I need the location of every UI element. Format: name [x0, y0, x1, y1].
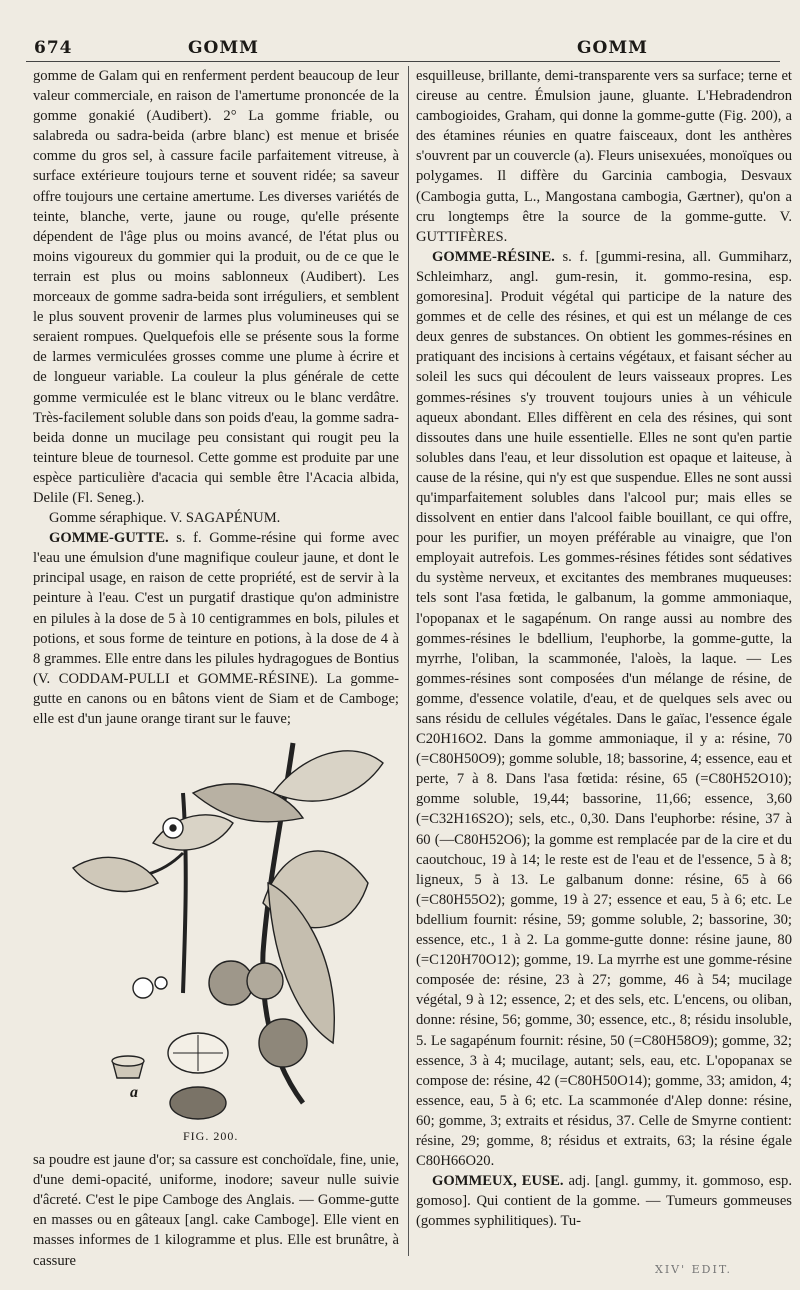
gomme-gutte-description: esquilleuse, brillante, demi-transparente vers sa surface; terne et cireuse au centre. Émulsion jaune, gluante. L'Hebradendron cambogioides, Graham, qui donne la gomme-gutte (Fig. 200), a des étamines réunies en quatre faisceaux, dont les anthères s'ouvrent par un couvercle (a). Fleurs unisexuées, monoïques ou polygames. Il diffère du Garcinia cambogia, Desvaux (Cambogia gutta, L., Mangostana cambogia, Gærtner), qu'on a cru longtemps être la source de la gomme-gutte. V. GUTTIFÈRES.: [416, 68, 792, 245]
right-column: [416, 66, 792, 1231]
running-head-right: GOMM: [577, 38, 648, 58]
entry-gomme-resine: [416, 247, 792, 1171]
gomme-gutte-continuation: sa poudre est jaune d'or; sa cassure est conchoïdale, fine, unie, d'une demi-opacité, uniforme, inodore; saveur nulle suivie d'âcreté. C'est le pipe Camboge des Anglais. — Gomme-gutte en masses ou en gâteaux [angl. cake Camboge]. Elle vient en masses informes de 1 kilogramme et plus. Elle est brunâtre, à cassure: [33, 1152, 399, 1269]
entry-body: adj. [angl. gummy, it. gommoso, esp. gomoso]. Qui contient de la gomme. — Tumeurs gommeuses (gommes syphilitiques). Tu-: [416, 1173, 793, 1230]
figure-200: [33, 733, 399, 1148]
entry-headword: GOMME-RÉSINE.: [432, 248, 555, 265]
left-column: [33, 66, 399, 1271]
column-divider: [408, 66, 409, 1256]
header-rule: [26, 61, 780, 62]
entry-headword: GOMME-GUTTE.: [49, 530, 169, 547]
entry-gomme-gutte: [33, 528, 399, 729]
entry-headword: GOMMEUX, EUSE.: [432, 1173, 564, 1190]
entry-gommeux: [416, 1171, 792, 1231]
page-number: 674: [34, 38, 73, 58]
botanical-illustration: [33, 733, 399, 1148]
running-head-left: GOMM: [188, 38, 259, 58]
entry-body: s. f. Gomme-résine qui forme avec l'eau une émulsion d'une magnifique couleur jaune, et dont le principal usage, en raison de cette propriété, est de servir à la peinture à l'eau. C'est un purgatif drastique qu'on administre en pilules à la dose de 5 à 10 centigrammes en bols, pilules et potions, et sous forme de teinture en potions, à la dose de 4 à 8 grammes. Elle entre dans les pilules hydragogues de Bontius (V. CODDAM-PULLI et GOMME-RÉSINE). La gomme-gutte en canons ou en bâtons vient de Siam et de Camboge; elle est d'un jaune orange tirant sur le fauve;: [33, 530, 399, 727]
footer-mark: XIV' EDIT.: [655, 1263, 733, 1276]
figure-caption: FIG. 200.: [183, 1129, 239, 1144]
figure-letter: a: [130, 1084, 138, 1102]
gomme-seraphique-ref: Gomme séraphique. V. SAGAPÉNUM.: [49, 510, 281, 527]
gomme-arabique-continuation: gomme de Galam qui en renferment perdent beaucoup de leur valeur commerciale, en raison de l'amertume prononcée de la gomme gonakié (Audibert). 2° La gomme friable, ou salabreda ou sadra-beida (arbre blanc) est menue et brisée comme du gros sel, à cassure facile parfaitement vitreuse, à surface extérieure toujours terne et souvent ridée; sa saveur offre toujours une certaine amertume. Les diverses variétés de teinte, blanche, verte, jaune ou rouge, qu'elle présente dépendent de l'âge plus ou moins avancé, de l'état plus ou moins vigoureux du gommier qui la produit, ou de ce que le terrain est plus ou moins sablonneux (Audibert). Les morceaux de gomme sadra-beida sont irréguliers, et semblent le plus souvent provenir de larmes plus volumineuses qui se seraient rompues. Quelquefois elle se présente sous la forme de larmes vermiculées grosses comme une plume à écrire et de longueur variable. La couleur la plus générale de cette gomme vermiculée est le blanc vitreux ou le blanc verdâtre. Très-facilement soluble dans son poids d'eau, la gomme sadra-beida donne un mucilage peu consistant qui rougit peu la teinture bleue de tournesol. Cette gomme est produite par une espèce particulière d'acacia qui semble être l'Acacia albida, Delile (Fl. Seneg.).: [33, 68, 399, 506]
entry-body: s. f. [gummi-resina, all. Gummiharz, Schleimharz, angl. gum-resin, it. gommo-resina, esp. gomoresina]. Produit végétal qui participe de la nature des gommes et de celle des résines, et qui est un mélange de ces deux genres de substances. On obtient les gommes-résines en pratiquant des incisions à certains végétaux, et faisant sécher au soleil les sucs qui découlent de leurs vaisseaux propres. Les gommes-résines s'y trouvent toujours unies à un véhicule aqueux abondant. Elles diffèrent en cela des résines, qui sont dissoutes dans une huile essentielle. Elles ne sont qu'en partie solubles dans l'eau, et leur dissolution est opaque et laiteuse, à cause de la résine, qui n'y est que suspendue. Elles ne sont aussi qu'imparfaitement solubles dans l'alcool pur; mais elles se dissolvent en entier dans l'alcool faible bouillant, ce qui offre, pour les purifier, un moyen préférable au vinaigre, que l'on employait autrefois. Les gommes-résines fétides sont sédatives du système nerveux, et excitantes des membranes muqueuses: tels sont l'asa fœtida, le galbanum, la gomme ammoniaque, l'opopanax et le sagapénum. On range aussi au nombre des gommes-résines le bdellium, l'euphorbe, la gomme-gutte, la myrrhe, l'oliban, la scammonée, l'aloès, la laque. — Les gommes-résines sont composées d'un mélange de résine, de gomme, d'essence volatile, d'eau, et de quelques sels avec ou sans résidu de cellules végétales. Dans le gaïac, l'essence égale C20H16O2. Dans la gomme ammoniaque, il y a: résine, 70 (=C80H50O9); gomme soluble, 18; bassorine, 4; essence, eau et perte, 7 à 8. Dans l'asa fœtida: résine, 65 (=C80H52O10); gomme soluble, 19,44; bassorine, 11,66; essence, 3,60 (=C32H16S2O); sels, etc., 0,30. Dans l'euphorbe: résine, 37 à 60 (—C80H52O6); la gomme est remplacée par de la cire et du caoutchouc, 19 à 14; le reste est de l'eau et de l'essence, 5 à 8; ligneux, 5 à 13. Le galbanum donne: résine, 65 à 66 (=C80H55O2); gomme, 19 à 27; essence et eau, 5 à 6; etc. Le bdellium fournit: résine, 59; gomme soluble, 2; bassorine, 30; essence, etc., 1 à 2. La gomme-gutte donne: résine jaune, 80 (=C120H70O12); gomme, 19. La myrrhe est une gomme-résine composée de: résine, 23 à 27; gomme, 46 à 54; mucilage végétal, 9 à 12; essence, 2; et des sels, etc. L'encens, ou oliban, donne: résine, 56; gomme, 30; essence, etc., 8; résidu insoluble, 5. Le sagapénum fournit: résine, 50 (=C80H58O9); gomme, 32; essence, 3 à 4; mucilage, autant; sels, eau, etc. L'opopanax se compose de: résine, 42 (=C80H50O14); gomme, 33; amidon, 4; essence, eau, 5 à 6; etc. La scammonée d'Alep donne: résine, 60; gomme, 3; extraits et résidus, 37. Celle de Smyrne contient: résine, 29; gomme, 8; résidus et extraits, 63; la résine égale C80H66O20.: [416, 248, 792, 1170]
